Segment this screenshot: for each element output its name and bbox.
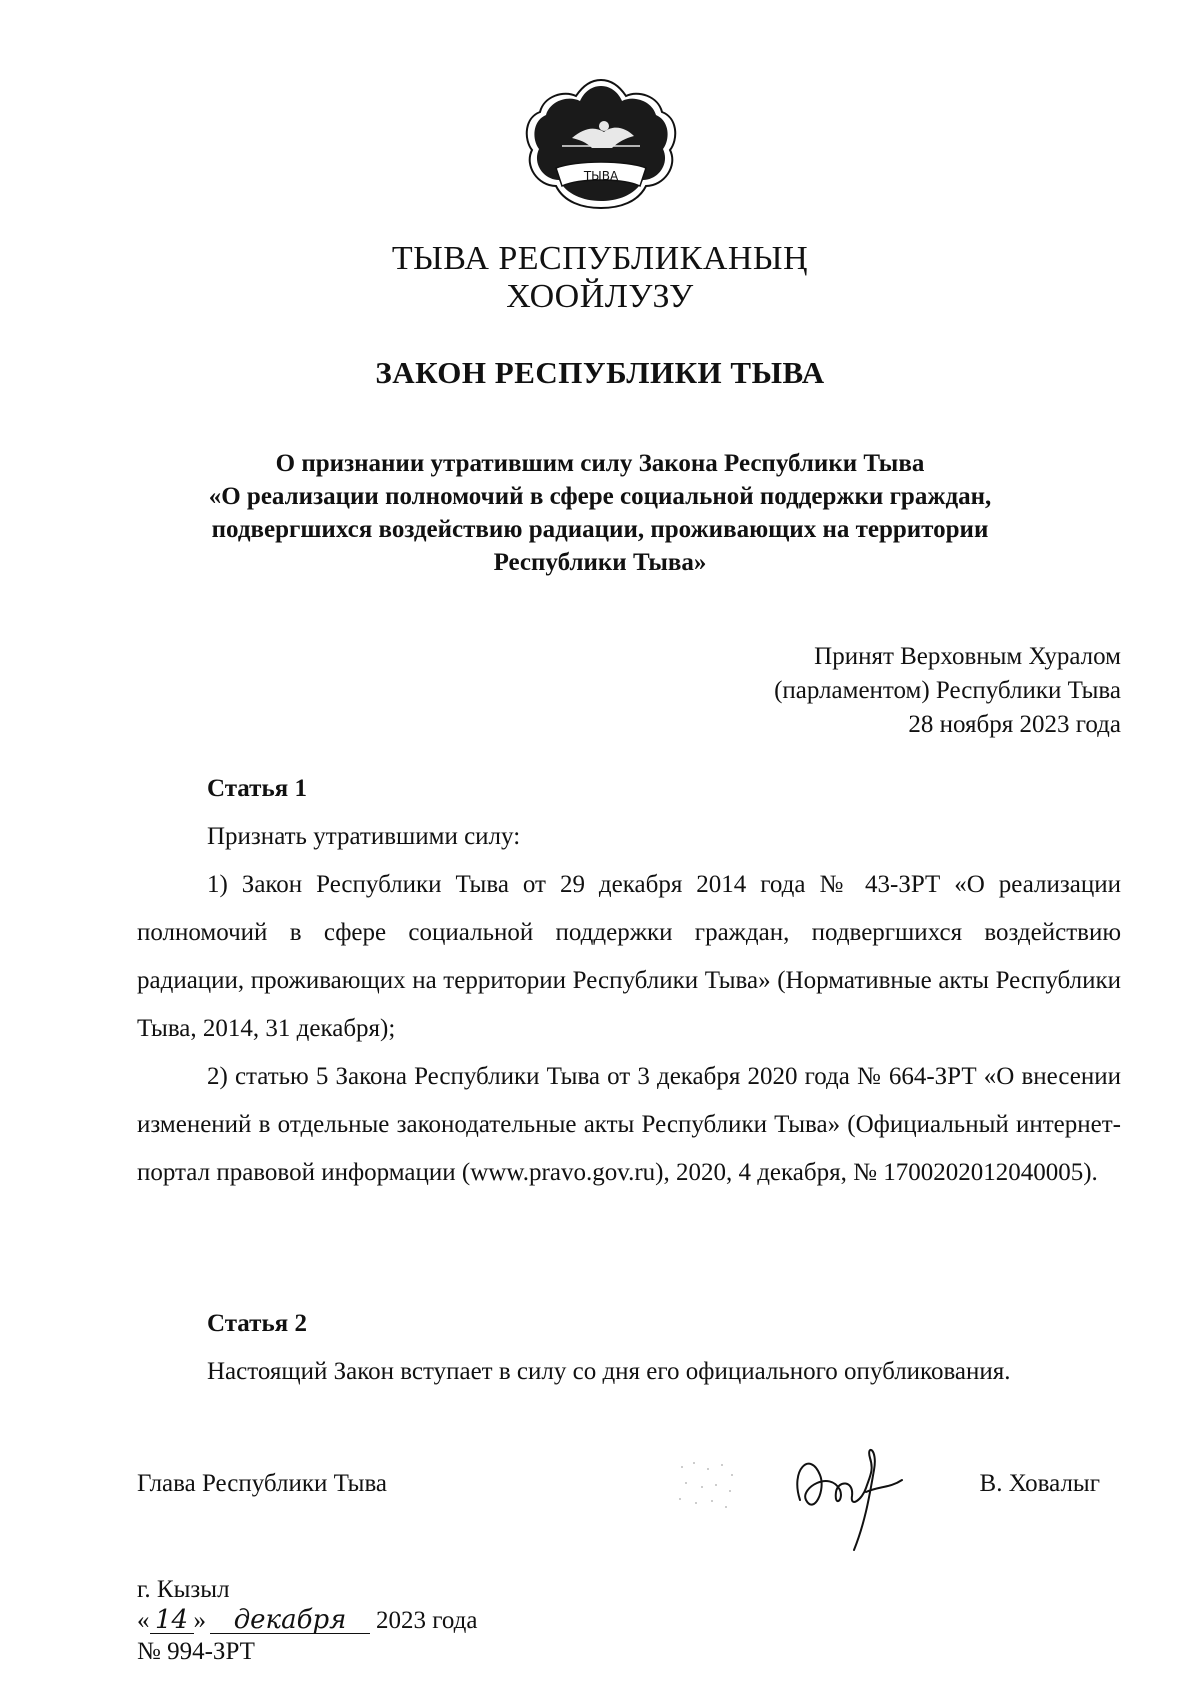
tuvan-header-line1: ТЫВА РЕСПУБЛИКАНЫҢ (391, 240, 809, 277)
law-title-line1: О признании утратившим силу Закона Республики Тыва (275, 450, 925, 477)
law-title-line3: подвергшихся воздействию радиации, проживающих на территории (211, 516, 989, 543)
article-2-text: Настоящий Закон вступает в силу со дня его официального опубликования. (207, 1358, 1011, 1385)
signing-date (137, 1607, 477, 1635)
date-day: 14 (150, 1607, 194, 1634)
tuvan-header-line2: ХООЙЛУЗУ (506, 278, 694, 315)
date-quote-close: » (193, 1607, 206, 1634)
article-1-item-2: 2) статью 5 Закона Республики Тыва от 3 декабря 2020 года № 664-ЗРТ «О внесении изменений в отдельные законодательные акты Республики Тыва» (Официальный интернет-портал правовой информации (www.pravo.gov.ru), 2020, 4 декабря, № 1700202012040005). (137, 1063, 1121, 1186)
law-number: № 994-ЗРТ (137, 1638, 255, 1665)
adoption-line2: (парламентом) Республики Тыва (774, 677, 1121, 704)
law-title-line4: Республики Тыва» (493, 549, 707, 576)
date-quote-open: « (137, 1607, 150, 1634)
adoption-date: 28 ноября 2023 года (908, 711, 1121, 738)
tuvan-header (0, 240, 1200, 316)
place-of-signing: г. Кызыл (137, 1576, 230, 1603)
article-2-heading: Статья 2 (207, 1310, 307, 1337)
date-year: 2023 года (376, 1607, 478, 1634)
adoption-line1: Принят Верховным Хуралом (814, 643, 1121, 670)
tuva-emblem-icon (522, 76, 680, 212)
date-month: декабря (210, 1607, 370, 1634)
article-1-intro: Признать утратившими силу: (207, 823, 521, 850)
article-1-item-1: 1) Закон Республики Тыва от 29 декабря 2014 года № 43-ЗРТ «О реализации полномочий в сфере социальной поддержки граждан, подвергшихся воздействию радиации, проживающих на территории Республики Тыва» (Нормативные акты Республики Тыва, 2014, 31 декабря); (137, 871, 1121, 1042)
signatory-position: Глава Республики Тыва (137, 1470, 388, 1497)
adoption-note (774, 640, 1121, 742)
signatory-name: В. Ховалыг (979, 1470, 1100, 1497)
faint-stamp-icon (672, 1455, 742, 1515)
article-1-heading: Статья 1 (207, 775, 307, 802)
law-title-line2: «О реализации полномочий в сфере социальной поддержки граждан, (208, 483, 992, 510)
law-heading: ЗАКОН РЕСПУБЛИКИ ТЫВА (375, 355, 825, 390)
emblem-text: ТЫВА (583, 169, 619, 183)
handwritten-signature-icon (770, 1430, 920, 1560)
law-title (150, 447, 1050, 579)
